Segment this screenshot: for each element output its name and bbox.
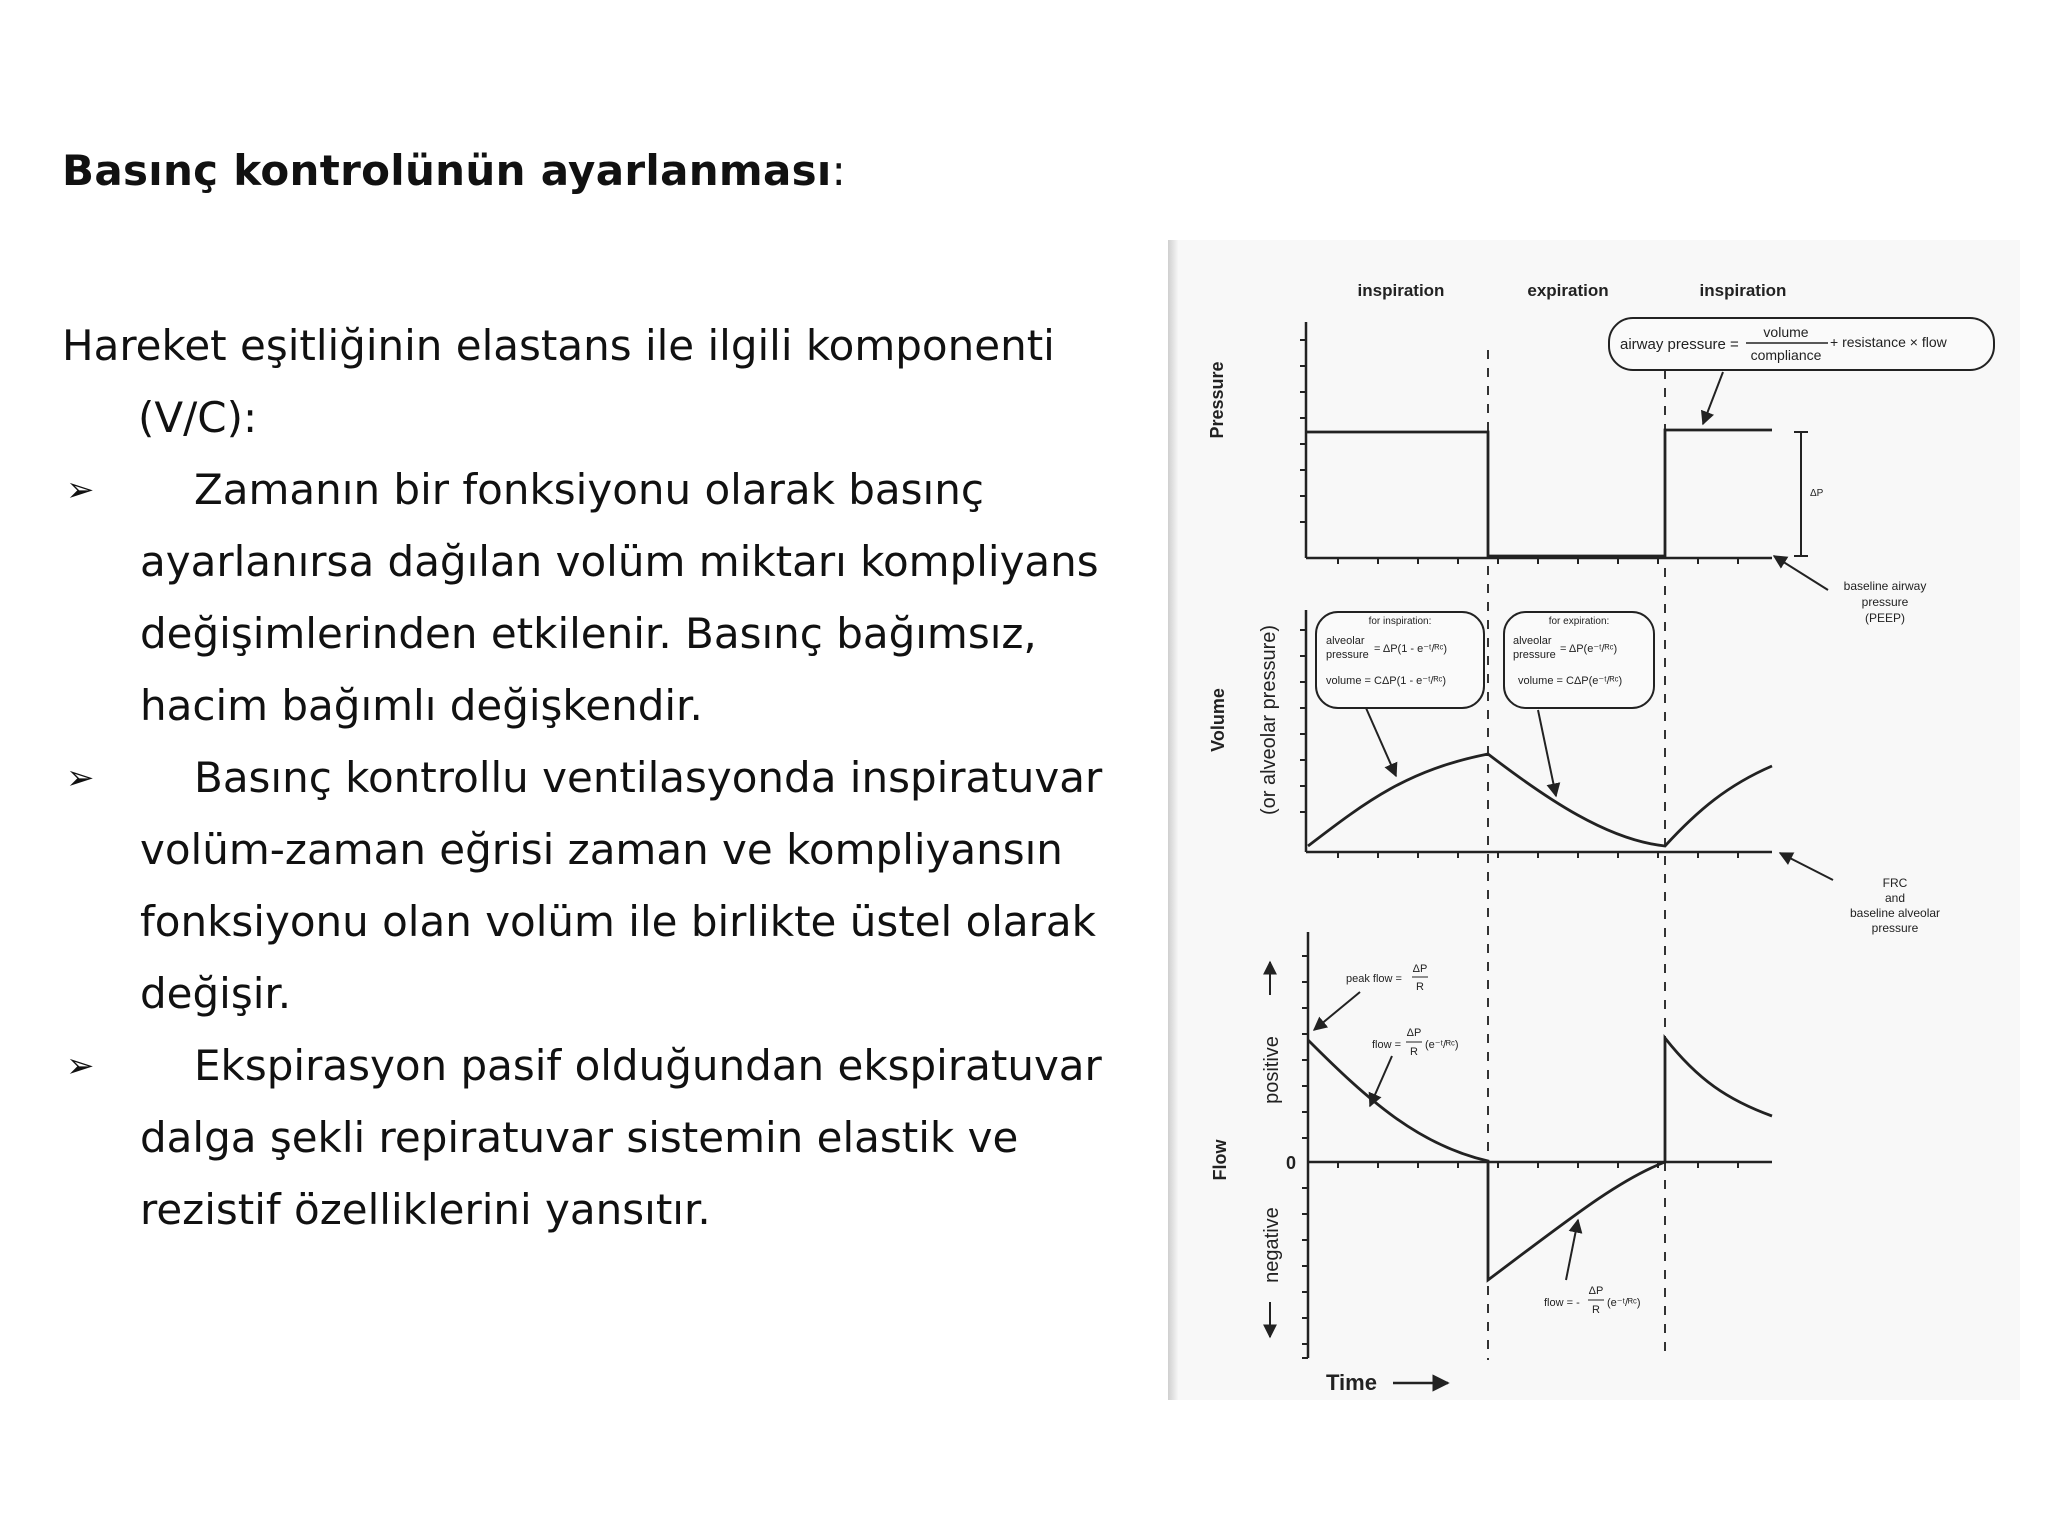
flow-neg-lhs: flow = - [1544, 1297, 1580, 1309]
bullet-text: Basınç kontrollu ventilasyonda inspiratuvar volüm-zaman eğrisi zaman ve kompliyansın fonksiyonu olan volüm ile birlikte üstel olarak değişir. [140, 753, 1103, 1018]
flow-axis-label: Flow [1210, 1139, 1230, 1181]
insp-box-header: for inspiration: [1368, 616, 1432, 627]
insp-box-l1b: pressure [1326, 649, 1369, 661]
flow-positive-label: positive [1261, 1036, 1283, 1104]
flow-pos-lhs: flow = [1372, 1039, 1402, 1051]
bullet-list [62, 454, 1122, 1246]
exp-box-eq1: = ΔP(e⁻ᵗ/ᴿᶜ) [1560, 643, 1618, 655]
intro-line-1: Hareket eşitliğinin elastans ile ilgili komponenti [62, 321, 1055, 370]
baseline-label-1: baseline airway [1843, 579, 1927, 593]
bullet-item [62, 454, 1122, 742]
exp-box-header: for expiration: [1548, 616, 1610, 627]
flow-pos-den: R [1410, 1046, 1418, 1058]
peak-flow-lhs: peak flow = [1346, 973, 1402, 985]
flow-pos-rhs: (e⁻ᵗ/ᴿᶜ) [1425, 1039, 1459, 1051]
delta-p-label: ΔP [1810, 488, 1824, 499]
pressure-ticks [1300, 340, 1738, 564]
flow-pos-num: ΔP [1406, 1027, 1422, 1039]
flow-ticks [1302, 956, 1738, 1344]
airway-eq-numerator: volume [1763, 324, 1809, 340]
waveform-svg [1168, 240, 2020, 1400]
airway-eq-arrow [1703, 372, 1723, 424]
phase-label-inspiration-1: inspiration [1357, 281, 1445, 300]
bullet-text: Ekspirasyon pasif olduğundan ekspiratuvar dalga şekli repiratuvar sistemin elastik ve rezistif özelliklerini yansıtır. [140, 1041, 1102, 1234]
insp-box-arrow [1366, 708, 1396, 776]
phase-label-expiration: expiration [1527, 281, 1609, 300]
insp-box-l1a: alveolar [1326, 635, 1365, 647]
volume-axis-sublabel: (or alveolar pressure) [1258, 624, 1280, 816]
flow-neg-num: ΔP [1588, 1285, 1604, 1297]
insp-box-eq1: = ΔP(1 - e⁻ᵗ/ᴿᶜ) [1374, 643, 1448, 655]
arrow-bullet-icon: ➢ [66, 758, 95, 798]
intro-line-2: (V/C): [138, 393, 258, 442]
frc-arrow [1780, 853, 1833, 880]
baseline-label-3: (PEEP) [1864, 611, 1906, 625]
exp-box-l1a: alveolar [1513, 635, 1552, 647]
insp-box-l2: volume = CΔP(1 - e⁻ᵗ/ᴿᶜ) [1326, 675, 1447, 687]
arrow-bullet-icon: ➢ [66, 1046, 95, 1086]
bullet-text: Zamanın bir fonksiyonu olarak basınç ayarlanırsa dağılan volüm miktarı kompliyans değişimlerinden etkilenir. Basınç bağımsız, hacim bağımlı değişkendir. [140, 465, 1099, 730]
flow-neg-arrow [1566, 1220, 1578, 1280]
bullet-item [62, 742, 1122, 1030]
pressure-panel [1207, 318, 1994, 625]
pressure-axis-label: Pressure [1207, 361, 1227, 439]
frc-label-1: FRC [1882, 876, 1908, 890]
bullet-item [62, 1030, 1122, 1246]
ventilation-waveform-figure [1168, 240, 2020, 1400]
intro-paragraph [62, 310, 1122, 454]
time-axis-label: Time [1326, 1370, 1377, 1395]
arrow-bullet-icon: ➢ [66, 470, 95, 510]
flow-waveform [1308, 1038, 1772, 1280]
flow-zero-label: 0 [1285, 1153, 1296, 1173]
flow-neg-rhs: (e⁻ᵗ/ᴿᶜ) [1607, 1297, 1641, 1309]
peak-flow-den: R [1416, 981, 1424, 993]
volume-axis-label: Volume [1208, 688, 1228, 752]
flow-negative-label: negative [1261, 1207, 1283, 1283]
volume-waveform [1308, 754, 1772, 846]
slide-title-text: Basınç kontrolünün ayarlanması [62, 146, 832, 195]
slide-title [62, 146, 846, 195]
scan-edge [1168, 240, 1178, 1400]
exp-box-l1b: pressure [1513, 649, 1556, 661]
pressure-waveform [1306, 430, 1772, 556]
airway-eq-denominator: compliance [1750, 347, 1822, 363]
frc-label-4: pressure [1871, 921, 1919, 935]
slide-title-colon: : [831, 146, 847, 195]
airway-eq-lhs: airway pressure = [1620, 336, 1739, 353]
exp-box-arrow [1538, 710, 1556, 796]
peak-flow-arrow [1314, 992, 1360, 1030]
baseline-label-2: pressure [1861, 595, 1909, 609]
frc-label-2: and [1884, 891, 1906, 905]
airway-eq-rhs: + resistance × flow [1830, 334, 1947, 350]
flow-pos-arrow [1370, 1056, 1392, 1106]
phase-label-inspiration-2: inspiration [1699, 281, 1787, 300]
flow-panel [1210, 932, 1772, 1395]
volume-panel [1208, 610, 1940, 935]
frc-label-3: baseline alveolar [1849, 906, 1941, 920]
exp-box-l2: volume = CΔP(e⁻ᵗ/ᴿᶜ) [1518, 675, 1623, 687]
peak-flow-num: ΔP [1412, 963, 1428, 975]
baseline-arrow [1774, 556, 1828, 590]
flow-neg-den: R [1592, 1304, 1600, 1316]
